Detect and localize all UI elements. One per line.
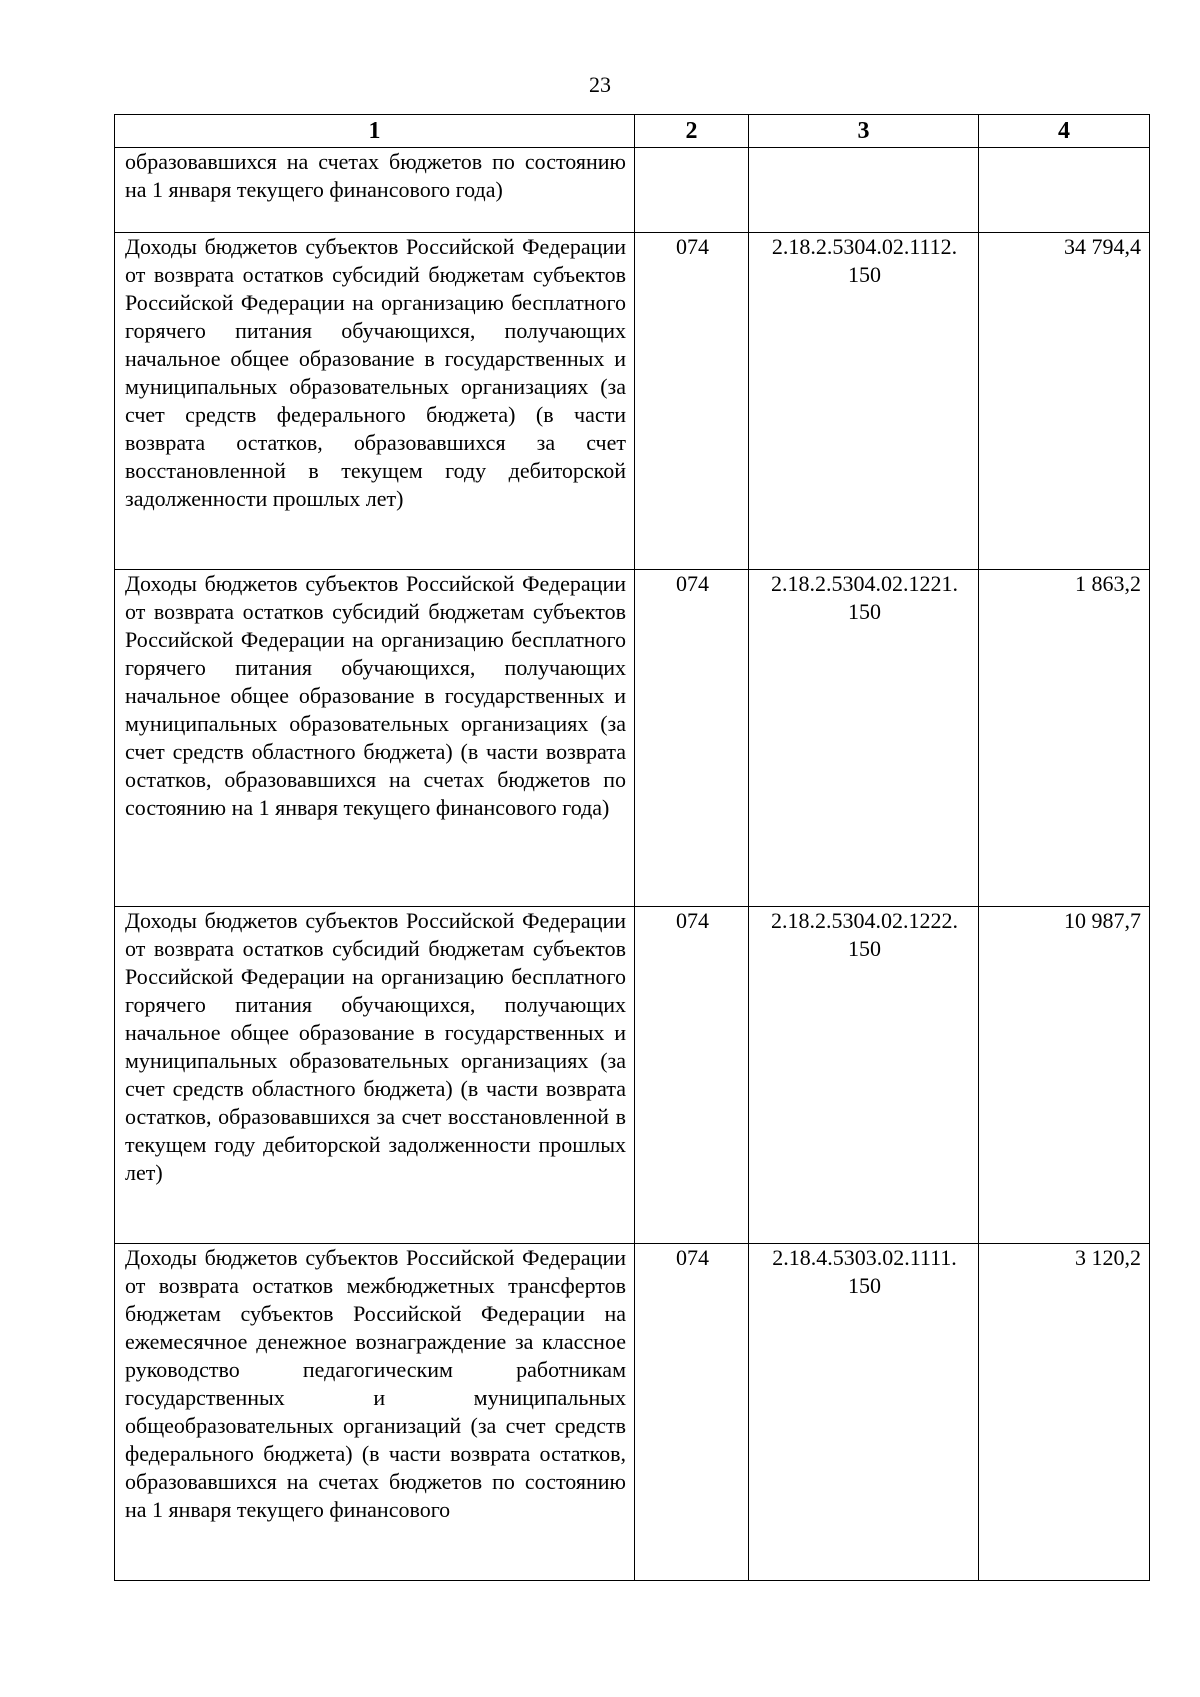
table-row — [115, 148, 1150, 233]
row-budget-code: 2.18.2.5304.02.1221. 150 — [749, 570, 979, 907]
row-admin-code — [635, 148, 749, 233]
page-number: 23 — [589, 72, 611, 97]
row-description: Доходы бюджетов субъектов Российской Федерации от возврата остатков субсидий бюджетам субъектов Российской Федерации на организацию бесплатного горячего питания обучающихся, получающих начальное общее образование в государственных и муниципальных образовательных организациях (за счет средств областного бюджета) (в части возврата остатков, образовавшихся за счет восстановленной в текущем году дебиторской задолженности прошлых лет) — [115, 907, 635, 1244]
row-description: Доходы бюджетов субъектов Российской Федерации от возврата остатков субсидий бюджетам субъектов Российской Федерации на организацию бесплатного горячего питания обучающихся, получающих начальное общее образование в государственных и муниципальных образовательных организациях (за счет средств областного бюджета) (в части возврата остатков, образовавшихся на счетах бюджетов по состоянию на 1 января текущего финансового года) — [115, 570, 635, 907]
row-budget-code: 2.18.4.5303.02.1111. 150 — [749, 1244, 979, 1581]
row-description: образовавшихся на счетах бюджетов по состоянию на 1 января текущего финансового года) — [115, 148, 635, 233]
row-amount: 34 794,4 — [979, 233, 1150, 570]
row-admin-code: 074 — [635, 1244, 749, 1581]
row-amount: 3 120,2 — [979, 1244, 1150, 1581]
column-header-2: 2 — [635, 115, 749, 148]
table-row — [115, 233, 1150, 570]
revenue-table — [114, 114, 1150, 1581]
column-header-1: 1 — [115, 115, 635, 148]
table-row — [115, 570, 1150, 907]
table-row — [115, 907, 1150, 1244]
row-admin-code: 074 — [635, 233, 749, 570]
column-header-4: 4 — [979, 115, 1150, 148]
row-description: Доходы бюджетов субъектов Российской Федерации от возврата остатков субсидий бюджетам субъектов Российской Федерации на организацию бесплатного горячего питания обучающихся, получающих начальное общее образование в государственных и муниципальных образовательных организациях (за счет средств федерального бюджета) (в части возврата остатков, образовавшихся за счет восстановленной в текущем году дебиторской задолженности прошлых лет) — [115, 233, 635, 570]
row-admin-code: 074 — [635, 907, 749, 1244]
table-header-row — [115, 115, 1150, 148]
row-budget-code: 2.18.2.5304.02.1222. 150 — [749, 907, 979, 1244]
row-admin-code: 074 — [635, 570, 749, 907]
row-description: Доходы бюджетов субъектов Российской Федерации от возврата остатков межбюджетных трансфертов бюджетам субъектов Российской Федерации на ежемесячное денежное вознаграждение за классное руководство педагогическим работникам государственных и муниципальных общеобразовательных организаций (за счет средств федерального бюджета) (в части возврата остатков, образовавшихся на счетах бюджетов по состоянию на 1 января текущего финансового — [115, 1244, 635, 1581]
row-budget-code: 2.18.2.5304.02.1112. 150 — [749, 233, 979, 570]
row-amount: 10 987,7 — [979, 907, 1150, 1244]
column-header-3: 3 — [749, 115, 979, 148]
row-amount: 1 863,2 — [979, 570, 1150, 907]
row-budget-code — [749, 148, 979, 233]
table-row — [115, 1244, 1150, 1581]
row-amount — [979, 148, 1150, 233]
